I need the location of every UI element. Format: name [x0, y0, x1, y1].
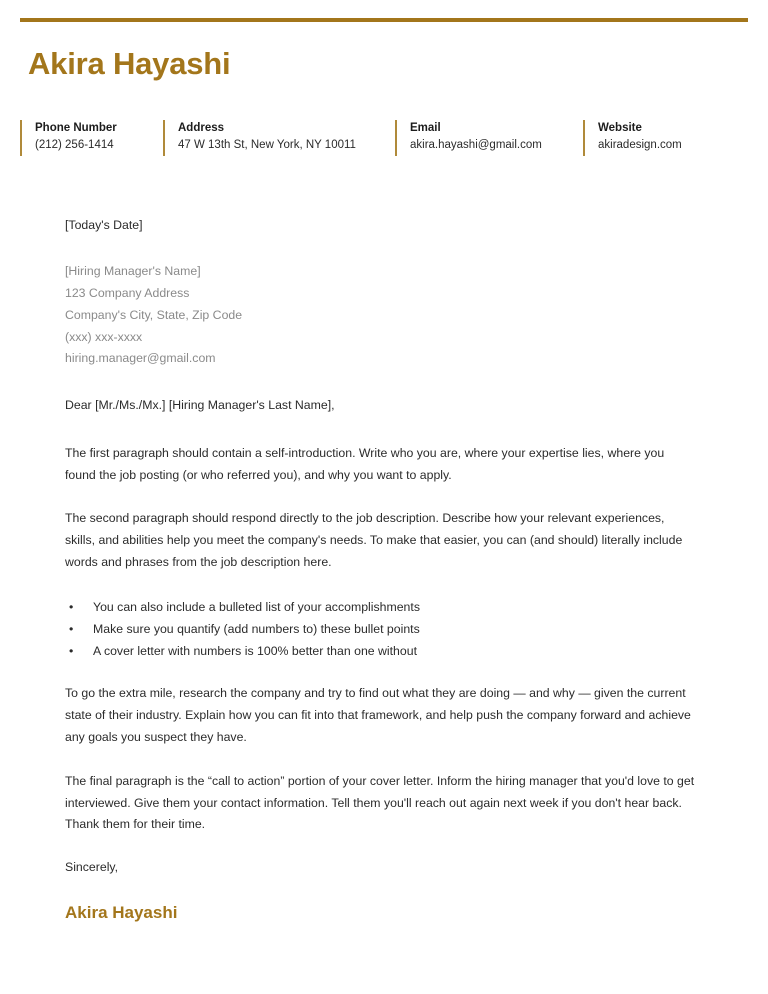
contact-info-row	[20, 120, 748, 156]
list-item	[65, 640, 695, 662]
contact-block-phone-number	[20, 120, 163, 156]
contact-block-website	[583, 120, 748, 156]
applicant-name-heading: Akira Hayashi	[28, 46, 231, 81]
recipient-line: [Hiring Manager's Name]	[65, 264, 201, 279]
letter-body	[65, 216, 695, 923]
contact-value-address: 47 W 13th St, New York, NY 10011	[178, 139, 356, 152]
contact-value-phone-number: (212) 256-1414	[35, 139, 114, 152]
signature-name: Akira Hayashi	[65, 902, 178, 922]
bullet-marker-icon: •	[69, 600, 74, 614]
contact-label-email: Email	[410, 122, 441, 134]
recipient-line: (xxx) xxx-xxxx	[65, 329, 143, 344]
contact-block-address	[163, 120, 395, 156]
letter-paragraph-4: The final paragraph is the “call to action” portion of your cover letter. Inform the hiring manager that you'd love to get interviewed. Give them your contact information. Tell them you'll reach out again next week if you don't hear back. Thank them for their time.	[65, 773, 695, 832]
contact-value-website: akiradesign.com	[598, 139, 682, 152]
recipient-line: 123 Company Address	[65, 286, 190, 301]
recipient-address-block	[65, 261, 695, 370]
recipient-line: hiring.manager@gmail.com	[65, 351, 216, 366]
list-item-label: Make sure you quantify (add numbers to) these bullet points	[93, 622, 420, 636]
letter-paragraph-2: The second paragraph should respond directly to the job description. Describe how your relevant experiences, skills, and abilities help you meet the company's needs. To make that easier, you can (and should) literally include words and phrases from the job description here.	[65, 511, 683, 570]
header-top-rule	[20, 18, 748, 22]
list-item-label: You can also include a bulleted list of your accomplishments	[93, 600, 420, 614]
contact-label-phone-number: Phone Number	[35, 122, 117, 134]
letter-date: [Today's Date]	[65, 218, 143, 232]
letter-paragraph-1: The first paragraph should contain a self-introduction. Write who you are, where your expertise lies, where you found the job posting (or who referred you), and why you want to apply.	[65, 445, 665, 482]
list-item-label: A cover letter with numbers is 100% better than one without	[93, 644, 417, 658]
list-item	[65, 596, 695, 618]
letter-paragraph-3: To go the extra mile, research the company and try to find out what they are doing — and why — given the current state of their industry. Explain how you can fit into that framework, and help push the company forward and achieve any goals you suspect they have.	[65, 686, 691, 744]
contact-value-email: akira.hayashi@gmail.com	[410, 139, 542, 152]
contact-label-address: Address	[178, 122, 225, 134]
recipient-line: Company's City, State, Zip Code	[65, 307, 243, 322]
contact-label-website: Website	[598, 122, 642, 134]
accomplishments-bullet-list	[65, 596, 695, 662]
letter-salutation: Dear [Mr./Ms./Mx.] [Hiring Manager's Last Name],	[65, 398, 335, 413]
bullet-marker-icon: •	[69, 622, 74, 636]
contact-block-email	[395, 120, 583, 156]
letter-closing: Sincerely,	[65, 860, 119, 875]
list-item	[65, 618, 695, 640]
bullet-marker-icon: •	[69, 644, 74, 658]
